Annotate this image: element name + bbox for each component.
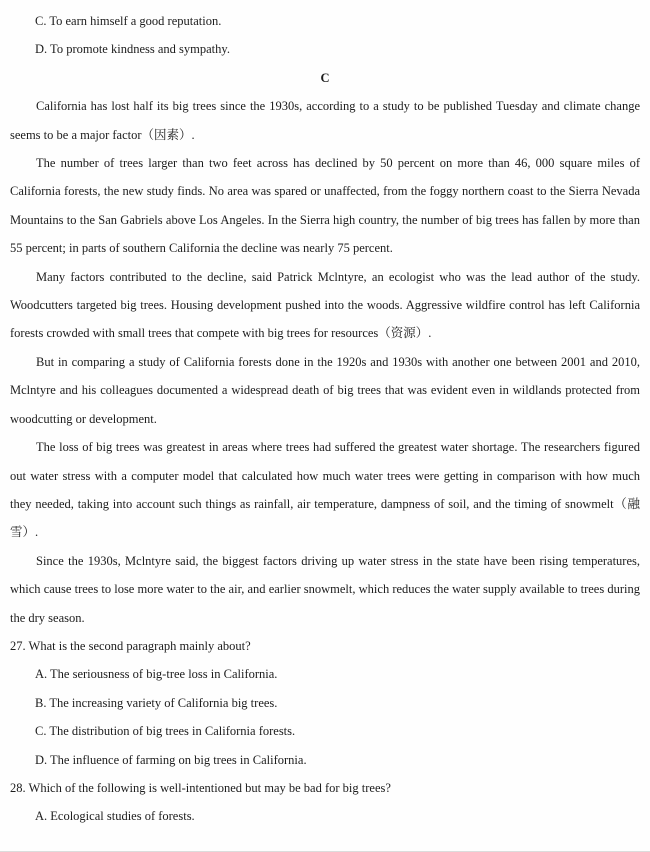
- question-28-option-a: A. Ecological studies of forests.: [35, 809, 195, 824]
- question-27-option-b: B. The increasing variety of California big trees.: [35, 695, 278, 710]
- answer-option-c-previous-question: C. To earn himself a good reputation.: [35, 14, 222, 28]
- question-28-stem: 28. Which of the following is well-intentioned but may be bad for big trees?: [10, 780, 391, 795]
- passage-paragraph-6: Since the 1930s, Mclntyre said, the biggest factors driving up water stress in the state have been rising temperatures, which cause trees to lose more water to the air, and earlier snowmelt, which reduces the water supply available to trees during the dry season.: [10, 553, 640, 625]
- question-27-option-a: A. The seriousness of big-tree loss in California.: [35, 667, 278, 682]
- passage-paragraph-3: Many factors contributed to the decline, said Patrick Mclntyre, an ecologist who was the lead author of the study. Woodcutters targeted big trees. Housing development pushed into the woods. Aggressive wildfire control has left California forests crowded with small trees that compete with big trees for resources（资源）.: [10, 269, 640, 341]
- passage-paragraph-5: The loss of big trees was greatest in areas where trees had suffered the greatest water shortage. The researchers figured out water stress with a computer model that calculated how much water trees were getting in comparison with how much they needed, taking into account such things as rainfall, air temperature, dampness of soil, and the timing of snowmelt（融雪）.: [10, 440, 640, 540]
- passage-paragraph-4: But in comparing a study of California forests done in the 1920s and 1930s with another one between 2001 and 2010, Mclntyre and his colleagues documented a widespread death of big trees that was evident even in wildlands protected from woodcutting or development.: [10, 354, 640, 426]
- passage-paragraph-1: California has lost half its big trees since the 1930s, according to a study to be published Tuesday and climate change seems to be a major factor（因素）.: [10, 99, 640, 142]
- question-27-stem: 27. What is the second paragraph mainly about?: [10, 638, 251, 653]
- question-27-option-c: C. The distribution of big trees in California forests.: [35, 724, 296, 739]
- passage-section-label: C: [320, 70, 330, 85]
- passage-paragraph-2: The number of trees larger than two feet across has declined by 50 percent on more than 46, 000 square miles of California forests, the new study finds. No area was spared or unaffected, from the foggy northern coast to the Sierra Nevada Mountains to the San Gabriels above Los Angeles. In the Sierra high country, the number of big trees has fallen by more than 55 percent; in parts of southern California the decline was nearly 75 percent.: [10, 156, 640, 256]
- question-27-option-d: D. The influence of farming on big trees in California.: [35, 752, 307, 767]
- answer-option-d-previous-question: D. To promote kindness and sympathy.: [35, 42, 230, 57]
